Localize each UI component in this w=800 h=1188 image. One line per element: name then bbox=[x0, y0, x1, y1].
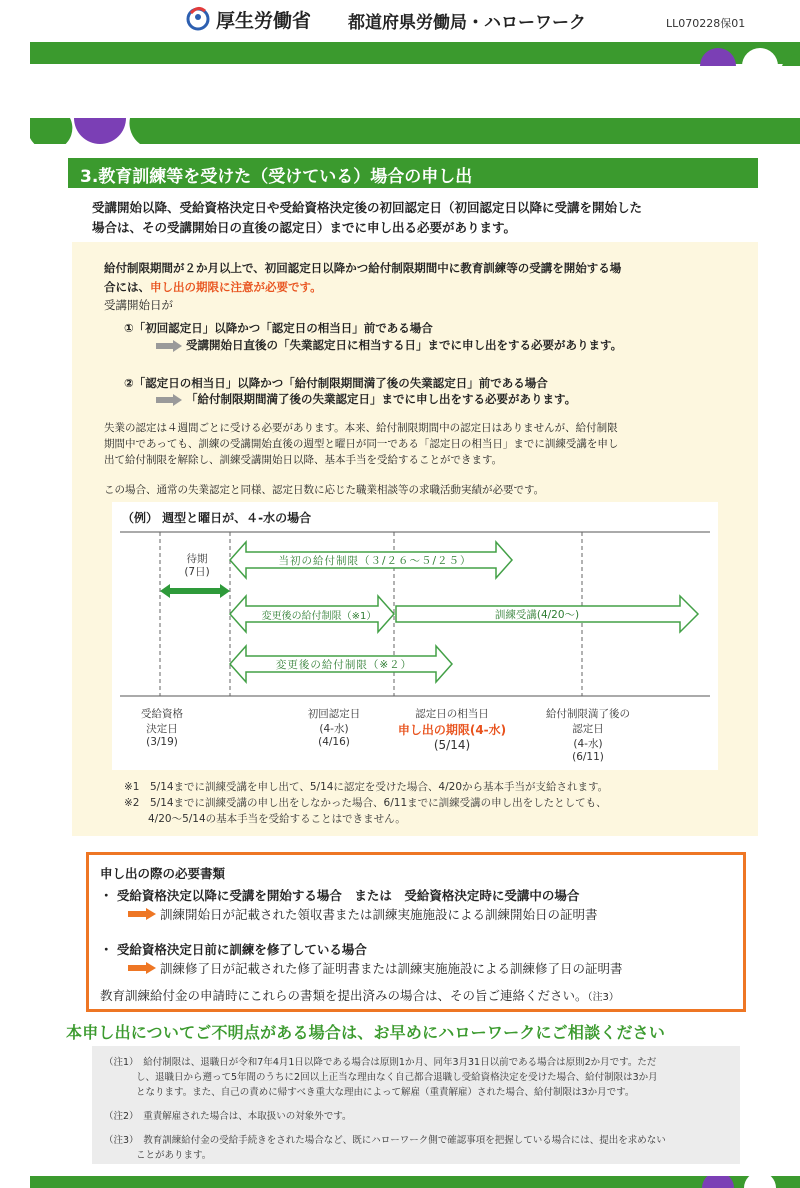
example-note-2-line2: 4/20～5/14の基本手当を受給することはできません。 bbox=[148, 813, 406, 825]
section-band-decoration bbox=[30, 118, 140, 144]
bottom-green-band bbox=[30, 1176, 800, 1188]
bottom-band-decoration bbox=[690, 1176, 800, 1188]
top-green-band bbox=[30, 42, 800, 64]
ministry-name: 厚生労働省 bbox=[216, 10, 312, 32]
date-label-qualification: 受給資格 決定日 (3/19) bbox=[141, 708, 183, 748]
consult-message: 本申し出についてご不明点がある場合は、お早めにハローワークにご相談ください bbox=[66, 1023, 666, 1042]
para1-line2 bbox=[104, 279, 322, 295]
para1-line2-prefix: 合には、 bbox=[104, 280, 150, 294]
documents-item-1-detail: 訓練開始日が記載された領収書または訓練実施施設による訓練開始日の証明書 bbox=[160, 907, 598, 922]
para2-line2: 期間中であっても、訓練の受講開始直後の週型と曜日が同一である「認定日の相当日」までに訓練受講を申し bbox=[104, 438, 619, 450]
documents-item-2: ・ 受給資格決定日前に訓練を修了している場合 bbox=[100, 942, 367, 957]
footnote-3-line1: （注3） 教育訓練給付金の受給手続きをされた場合など、既にハローワーク側で確認事項を把握している場合には、提出を求めない bbox=[104, 1135, 666, 1146]
para1-line1: 給付制限期間が２か月以上で、初回認定日以降かつ給付制限期間中に教育訓練等の受講を開始する場 bbox=[104, 261, 622, 275]
gray-arrow-icon bbox=[156, 394, 182, 406]
gray-arrow-icon bbox=[156, 340, 182, 352]
documents-item-2-detail: 訓練修了日が記載された修了証明書または訓練実施施設による訓練修了日の証明書 bbox=[160, 961, 623, 976]
documents-heading: 申し出の際の必要書類 bbox=[100, 866, 226, 881]
top-band-decoration bbox=[690, 40, 800, 66]
case-2: ②「認定日の相当日」以降かつ「給付制限期間満了後の失業認定日」前である場合 bbox=[124, 376, 548, 390]
date-label-first-certification: 初回認定日 (4-水) (4/16) bbox=[307, 708, 361, 748]
footnote-2: （注2） 重責解雇された場合は、本取扱いの対象外です。 bbox=[104, 1111, 352, 1122]
date-label-after-restriction: 給付制限満了後の 認定日 (4-水) (6/11) bbox=[546, 708, 630, 763]
example-note-2-line1: ※2 5/14までに訓練受講の申し出をしなかった場合、6/11までに訓練受講の申し出をしたとしても、 bbox=[124, 797, 607, 809]
date-label-equivalent-day: 認定日の相当日 申し出の期限(4-水) (5/14) bbox=[384, 706, 520, 752]
deadline-warning: 申し出の期限に注意が必要です。 bbox=[150, 280, 322, 294]
waiting-days: (7日) bbox=[184, 566, 210, 578]
bureau-name: 都道府県労働局・ハローワーク bbox=[348, 13, 586, 33]
para2-line1: 失業の認定は４週間ごとに受ける必要があります。本来、給付制限期間中の認定日はありませんが、給付制限 bbox=[104, 422, 618, 434]
case-2-result: 「給付制限期間満了後の失業認定日」までに申し出をする必要があります。 bbox=[186, 392, 577, 406]
orange-arrow-icon bbox=[128, 962, 156, 974]
documents-item-1: ・ 受給資格決定以降に受講を開始する場合 または 受給資格決定時に受講中の場合 bbox=[100, 888, 580, 903]
footnote-3-line2: ことがあります。 bbox=[136, 1150, 212, 1161]
waiting-period-arrow bbox=[160, 584, 230, 598]
initial-restriction-label: 当初の給付制限（３/２６～５/２５） bbox=[278, 555, 472, 567]
example-note-1: ※1 5/14までに訓練受講を申し出て、5/14に認定を受けた場合、4/20から基本手当が支給されます。 bbox=[124, 781, 609, 793]
changed-restriction-2-label: 変更後の給付制限（※２） bbox=[275, 659, 413, 671]
example-title: （例） 週型と曜日が、４-水の場合 bbox=[122, 511, 312, 525]
orange-arrow-icon bbox=[128, 908, 156, 920]
footnote-1-line2: し、退職日から遡って5年間のうちに2回以上正当な理由なく自己都合退職し受給資格決定を受けた場合、給付制限は3か月 bbox=[136, 1072, 658, 1083]
training-label: 訓練受講(4/20～) bbox=[494, 609, 580, 621]
intro-line-1: 受講開始以降、受給資格決定日や受給資格決定後の初回認定日（初回認定日以降に受講を開始した bbox=[92, 200, 643, 215]
section-title: 3.教育訓練等を受けた（受けている）場合の申し出 bbox=[68, 158, 758, 188]
ministry-logo-icon bbox=[185, 5, 211, 31]
para1-line3: 受講開始日が bbox=[104, 298, 173, 312]
changed-restriction-1-label: 変更後の給付制限（※1） bbox=[261, 611, 377, 622]
case-1: ①「初回認定日」以降かつ「認定日の相当日」前である場合 bbox=[124, 321, 433, 335]
documents-closing: 教育訓練給付金の申請時にこれらの書類を提出済みの場合は、その旨ご連絡ください。（注3） bbox=[100, 988, 619, 1003]
section-green-band bbox=[30, 118, 800, 144]
case-1-result: 受講開始日直後の「失業認定日に相当する日」までに申し出をする必要があります。 bbox=[186, 338, 623, 352]
intro-line-2: 場合は、その受講開始日の直後の認定日）までに申し出る必要があります。 bbox=[92, 220, 517, 235]
para3: この場合、通常の失業認定と同様、認定日数に応じた職業相談等の求職活動実績が必要です。 bbox=[104, 484, 545, 496]
waiting-label: 待期 bbox=[186, 553, 208, 565]
footnote-1-line1: （注1） 給付制限は、退職日が令和7年4月1日以降である場合は原則1か月、同年3月31日以前である場合は原則2か月です。ただ bbox=[104, 1057, 657, 1068]
para2-line3: 出て給付制限を解除し、訓練受講開始日以降、基本手当を受給することができます。 bbox=[104, 454, 503, 466]
footnote-1-line3: となります。また、自己の責めに帰すべき重大な理由によって解雇（重責解雇）された場合、給付制限は3か月です。 bbox=[136, 1087, 635, 1098]
deadline-label: 申し出の期限(4-水) bbox=[397, 723, 507, 737]
document-id: LL070228保01 bbox=[666, 17, 746, 30]
